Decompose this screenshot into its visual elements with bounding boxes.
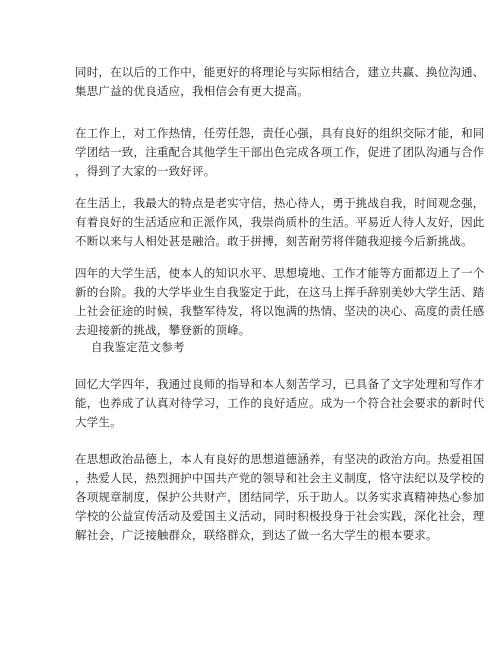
paragraph-line: 解社会，广泛接触群众，联络群众，到达了做一名大学生的根本要求。 [75,528,438,542]
paragraph-5 [75,375,485,432]
paragraph-line: 学校的公益宣传活动及爱国主义活动，同时积极投身于社会实践，深化社会，理 [75,509,485,523]
paragraph-line: 同时，在以后的工作中，能更好的将理论与实际相结合，建立共赢、换位沟通、 [75,65,485,79]
paragraph-6 [75,450,485,545]
paragraph-1 [75,63,485,101]
paragraph-line: 在生活上，我最大的特点是老实守信，热心待人，勇于挑战自我，时间观念强， [75,196,485,210]
paragraph-3 [75,194,485,251]
paragraph-line: 集思广益的优良适应，我相信会有更大提高。 [75,84,309,98]
paragraph-line: 大学生。 [75,415,122,429]
paragraph-line: 在思想政治品德上，本人有良好的思想道德涵养，有坚决的政治方向。热爱祖国 [75,452,485,466]
paragraph-line: 去迎接新的挑战，攀登新的顶峰。 [75,323,251,337]
paragraph-line: 四年的大学生活，使本人的知识水平、思想境地、工作才能等方面都迈上了一个 [75,266,485,280]
paragraph-4 [75,264,485,340]
paragraph-line: 上社会征途的时候，我整军待发，将以饱满的热情、坚决的决心、高度的责任感 [75,304,485,318]
paragraph-line: 能，也养成了认真对待学习，工作的良好适应。成为一个符合社会要求的新时代 [75,396,485,410]
paragraph-line: 新的台阶。我的大学毕业生自我鉴定于此，在这马上挥手辞别美妙大学生活、踏 [75,285,485,299]
paragraph-line: 各项规章制度，保护公共财产，团结同学，乐于助人。以务实求真精神热心参加 [75,490,485,504]
paragraph-line: ，热爱人民，热烈拥护中国共产党的领导和社会主义制度，恪守法纪以及学校的 [75,471,485,485]
section-heading: 自我鉴定范文参考 [91,340,185,354]
paragraph-line: 在工作上，对工作热情，任劳任怨，责任心强，具有良好的组织交际才能，和同 [75,126,485,140]
paragraph-line: 学团结一致，注重配合其他学生干部出色完成各项工作，促进了团队沟通与合作 [75,145,485,159]
paragraph-2 [75,124,485,181]
paragraph-line: ，得到了大家的一致好评。 [75,164,216,178]
paragraph-line: 不断以来与人相处甚是融洽。敢于拼搏，刻苦耐劳将伴随我迎接今后新挑战。 [75,234,473,248]
paragraph-line: 有着良好的生活适应和正派作风，我崇尚质朴的生活。平易近人待人友好，因此 [75,215,485,229]
paragraph-line: 回忆大学四年，我通过良师的指导和本人刻苦学习，已具备了文字处理和写作才 [75,377,485,391]
